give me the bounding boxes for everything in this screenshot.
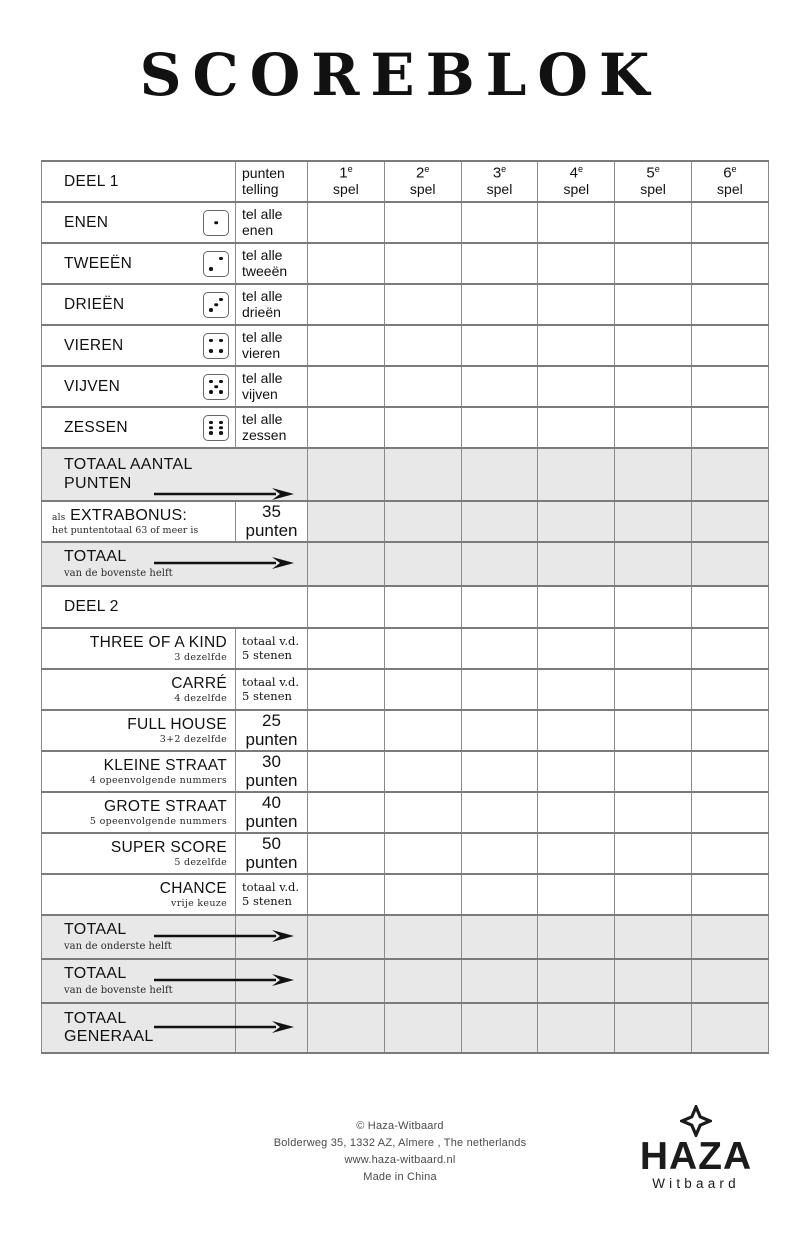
- table-row-extrabonus: [42, 501, 769, 542]
- total-upper2-cell-6[interactable]: [691, 959, 768, 1003]
- footer-address: Bolderweg 35, 1332 AZ, Almere , The netherlands: [273, 1137, 527, 1150]
- label-drieen: DRIEËN: [64, 295, 125, 313]
- score-cell-ks-1[interactable]: [308, 751, 385, 792]
- extrabonus-cell-1[interactable]: [308, 501, 385, 542]
- col-header-spel-2: [384, 161, 461, 202]
- deel2-label: DEEL 2: [64, 598, 119, 615]
- score-cell-drieen-3[interactable]: [461, 284, 538, 325]
- extrabonus-cell-4[interactable]: [538, 501, 615, 542]
- total-generaal-cell-6[interactable]: [691, 1003, 768, 1053]
- total-count-cell-2[interactable]: [384, 448, 461, 501]
- label-enen: ENEN: [64, 213, 109, 231]
- score-cell-carre-6[interactable]: [691, 669, 768, 710]
- score-cell-tok-1[interactable]: [308, 628, 385, 669]
- score-cell-vieren-6[interactable]: [691, 325, 768, 366]
- total-lower-label-cell: [42, 915, 236, 959]
- score-cell-vijven-1[interactable]: [308, 366, 385, 407]
- col-header-spel-6: [691, 161, 768, 202]
- total-lower-cell-1[interactable]: [308, 915, 385, 959]
- pts-zessen-l1: tel alle: [242, 411, 283, 428]
- pts-tweeen-l2: tweeën: [242, 262, 288, 279]
- extrabonus-prefix: als: [52, 512, 66, 523]
- score-cell-enen-6[interactable]: [691, 202, 768, 243]
- score-cell-ss-1[interactable]: [308, 833, 385, 874]
- row-label-drieen: [42, 284, 236, 325]
- col-5-number: 5: [646, 164, 655, 182]
- points-rule-grote-straat: [236, 792, 308, 833]
- extrabonus-pts-l1: 35: [262, 501, 281, 521]
- score-cell-zessen-2[interactable]: [384, 407, 461, 448]
- total-generaal-line2: GENERAAL: [64, 1028, 154, 1045]
- score-cell-tweeen-3[interactable]: [461, 243, 538, 284]
- col-4-label: spel: [563, 181, 590, 198]
- total-upper-cell-4[interactable]: [538, 542, 615, 586]
- points-rule-carre: [236, 669, 308, 710]
- col-1-label: spel: [333, 181, 359, 198]
- pts-chance-l1: totaal v.d.: [242, 879, 300, 894]
- col-2-number: 2: [416, 164, 425, 182]
- score-cell-drieen-6[interactable]: [691, 284, 768, 325]
- score-cell-vijven-3[interactable]: [461, 366, 538, 407]
- score-cell-drieen-1[interactable]: [308, 284, 385, 325]
- total-generaal-cell-4[interactable]: [538, 1003, 615, 1053]
- score-cell-carre-3[interactable]: [461, 669, 538, 710]
- score-cell-ss-5[interactable]: [615, 833, 692, 874]
- pts-vijven-l1: tel alle: [242, 370, 283, 387]
- col-1-number: 1: [339, 164, 348, 182]
- points-rule-chance: [236, 874, 308, 915]
- extrabonus-cell-5[interactable]: [615, 501, 692, 542]
- score-cell-tok-2[interactable]: [384, 628, 461, 669]
- deel2-head-cell-6: [691, 586, 768, 628]
- score-cell-zessen-5[interactable]: [615, 407, 692, 448]
- col-5-label: spel: [640, 181, 666, 198]
- points-rule-vijven: [236, 366, 308, 407]
- pts-tok-l2: 5 stenen: [242, 647, 292, 662]
- col-5-ordinal: e: [654, 164, 660, 175]
- extrabonus-cell-3[interactable]: [461, 501, 538, 542]
- total-upper2-label-cell: [42, 959, 236, 1003]
- deel2-header-cell: [42, 586, 308, 628]
- pts-ks-l2: punten: [245, 770, 298, 790]
- total-upper-line1: TOTAAL: [64, 548, 127, 566]
- row-label-zessen: [42, 407, 236, 448]
- table-row-vijven: [42, 366, 769, 407]
- table-row-total-upper: [42, 542, 769, 586]
- score-cell-ks-3[interactable]: [461, 751, 538, 792]
- score-cell-gs-5[interactable]: [615, 792, 692, 833]
- row-label-full-house: [42, 710, 236, 751]
- label-chance: CHANCE: [159, 879, 227, 897]
- label-vijven: VIJVEN: [64, 377, 121, 395]
- sub-kleine-straat: 4 opeenvolgende nummers: [89, 774, 227, 786]
- row-label-three-of-a-kind: [42, 628, 236, 669]
- die-1-icon: [203, 210, 229, 236]
- total-lower-cell-4[interactable]: [538, 915, 615, 959]
- score-cell-enen-1[interactable]: [308, 202, 385, 243]
- table-row-super-score: [42, 833, 769, 874]
- table-row-chance: [42, 874, 769, 915]
- total-lower-cell-2[interactable]: [384, 915, 461, 959]
- table-row-full-house: [42, 710, 769, 751]
- score-cell-zessen-1[interactable]: [308, 407, 385, 448]
- table-row-total-upper-repeat: [42, 959, 769, 1003]
- col-3-number: 3: [492, 164, 502, 182]
- col-header-spel-3: [461, 161, 538, 202]
- row-label-vieren: [42, 325, 236, 366]
- points-rule-kleine-straat: [236, 751, 308, 792]
- table-row-total-generaal: [42, 1003, 769, 1053]
- row-label-tweeen: [42, 243, 236, 284]
- deel2-head-cell-5: [615, 586, 692, 628]
- deel2-head-cell-3: [461, 586, 538, 628]
- score-cell-ss-6[interactable]: [691, 833, 768, 874]
- score-cell-vijven-4[interactable]: [538, 366, 615, 407]
- pts-gs-l2: punten: [245, 811, 298, 831]
- total-generaal-cell-2[interactable]: [384, 1003, 461, 1053]
- total-generaal-cell-1[interactable]: [308, 1003, 385, 1053]
- row-label-enen: [42, 202, 236, 243]
- label-vieren: VIEREN: [64, 336, 124, 354]
- pts-tok-l1: totaal v.d.: [242, 633, 300, 648]
- die-5-icon: [203, 374, 229, 400]
- arrow-icon-total-upper: [154, 557, 294, 567]
- col-6-ordinal: e: [731, 164, 737, 175]
- points-rule-drieen: [236, 284, 308, 325]
- total-count-cell-1[interactable]: [308, 448, 385, 501]
- col-2-ordinal: e: [424, 164, 430, 175]
- col-6-number: 6: [723, 164, 732, 182]
- score-cell-fh-3[interactable]: [461, 710, 538, 751]
- table-row-total-lower: [42, 915, 769, 959]
- score-table-body: [42, 161, 769, 1053]
- score-cell-ks-6[interactable]: [691, 751, 768, 792]
- total-count-cell-5[interactable]: [615, 448, 692, 501]
- total-upper-cell-6[interactable]: [691, 542, 768, 586]
- col-3-ordinal: e: [501, 164, 507, 175]
- table-row-drieen: [42, 284, 769, 325]
- total-lower-cell-5[interactable]: [615, 915, 692, 959]
- deel2-head-cell-2: [384, 586, 461, 628]
- total-lower-line2: van de onderste helft: [64, 940, 172, 952]
- sub-carre: 4 dezelfde: [174, 692, 227, 704]
- points-header-line2: telling: [242, 180, 279, 197]
- deel1-label: DEEL 1: [64, 172, 119, 190]
- total-count-label-cell: [42, 448, 308, 501]
- col-1-ordinal: e: [347, 164, 353, 175]
- points-rule-three-of-a-kind: [236, 628, 308, 669]
- score-cell-chance-1[interactable]: [308, 874, 385, 915]
- score-cell-tok-3[interactable]: [461, 628, 538, 669]
- total-count-cell-6[interactable]: [691, 448, 768, 501]
- total-upper-label-cell: [42, 542, 308, 586]
- total-lower-line1: TOTAAL: [64, 921, 127, 939]
- score-cell-carre-4[interactable]: [538, 669, 615, 710]
- col-6-label: spel: [717, 181, 743, 198]
- table-row-tweeen: [42, 243, 769, 284]
- score-cell-tweeen-1[interactable]: [308, 243, 385, 284]
- extrabonus-points-cell: [236, 501, 308, 542]
- score-cell-gs-2[interactable]: [384, 792, 461, 833]
- score-cell-tweeen-4[interactable]: [538, 243, 615, 284]
- pts-gs-l1: 40: [262, 792, 281, 812]
- table-row-grote-straat: [42, 792, 769, 833]
- die-3-icon: [203, 292, 229, 318]
- total-count-cell-3[interactable]: [461, 448, 538, 501]
- total-count-line1: TOTAAL AANTAL: [64, 456, 193, 474]
- score-cell-chance-4[interactable]: [538, 874, 615, 915]
- score-cell-gs-3[interactable]: [461, 792, 538, 833]
- score-cell-tok-5[interactable]: [615, 628, 692, 669]
- sub-three-of-a-kind: 3 dezelfde: [174, 651, 227, 663]
- score-cell-vijven-2[interactable]: [384, 366, 461, 407]
- score-cell-zessen-4[interactable]: [538, 407, 615, 448]
- table-row-zessen: [42, 407, 769, 448]
- score-cell-vijven-6[interactable]: [691, 366, 768, 407]
- col-3-label: spel: [486, 181, 513, 198]
- total-lower-cell-3[interactable]: [461, 915, 538, 959]
- col-2-label: spel: [409, 181, 436, 198]
- logo-subtitle: Witbaard: [652, 1176, 740, 1192]
- score-cell-carre-5[interactable]: [615, 669, 692, 710]
- extrabonus-cell-6[interactable]: [691, 501, 768, 542]
- row-label-vijven: [42, 366, 236, 407]
- score-cell-gs-6[interactable]: [691, 792, 768, 833]
- pts-drieen-l2: drieën: [242, 303, 281, 320]
- sub-super-score: 5 dezelfde: [174, 856, 227, 868]
- score-cell-vijven-5[interactable]: [615, 366, 692, 407]
- extrabonus-name: EXTRABONUS:: [70, 506, 188, 524]
- total-upper2-cell-4[interactable]: [538, 959, 615, 1003]
- points-rule-enen: [236, 202, 308, 243]
- col-4-number: 4: [569, 164, 578, 182]
- total-upper-cell-2[interactable]: [384, 542, 461, 586]
- footer-copyright: © Haza-Witbaard: [356, 1120, 444, 1132]
- points-rule-tweeen: [236, 243, 308, 284]
- row-label-kleine-straat: [42, 751, 236, 792]
- total-upper-cell-1[interactable]: [308, 542, 385, 586]
- pts-carre-l1: totaal v.d.: [242, 674, 300, 689]
- deel2-head-cell-4: [538, 586, 615, 628]
- row-label-carre: [42, 669, 236, 710]
- score-cell-ss-2[interactable]: [384, 833, 461, 874]
- total-upper2-cell-2[interactable]: [384, 959, 461, 1003]
- pts-zessen-l2: zessen: [242, 426, 287, 443]
- pts-vieren-l2: vieren: [242, 344, 281, 361]
- pts-vijven-l2: vijven: [242, 385, 278, 402]
- total-upper2-line2: van de bovenste helft: [64, 984, 173, 996]
- total-upper2-cell-1[interactable]: [308, 959, 385, 1003]
- score-cell-enen-2[interactable]: [384, 202, 461, 243]
- score-cell-fh-6[interactable]: [691, 710, 768, 751]
- score-cell-ks-4[interactable]: [538, 751, 615, 792]
- score-table: [41, 160, 769, 1054]
- arrow-icon-total-count: [154, 488, 294, 498]
- footer-website[interactable]: www.haza-witbaard.nl: [344, 1154, 456, 1167]
- total-count-cell-4[interactable]: [538, 448, 615, 501]
- label-carre: CARRÉ: [171, 674, 227, 692]
- score-cell-drieen-5[interactable]: [615, 284, 692, 325]
- score-cell-vieren-2[interactable]: [384, 325, 461, 366]
- label-zessen: ZESSEN: [64, 418, 128, 436]
- table-row-kleine-straat: [42, 751, 769, 792]
- table-row-deel2-header: [42, 586, 769, 628]
- label-tweeen: TWEEËN: [64, 254, 133, 272]
- score-cell-fh-4[interactable]: [538, 710, 615, 751]
- score-cell-tweeen-2[interactable]: [384, 243, 461, 284]
- total-generaal-line1: TOTAAL: [64, 1009, 127, 1027]
- total-generaal-label-cell: [42, 1003, 236, 1053]
- score-cell-fh-1[interactable]: [308, 710, 385, 751]
- score-cell-vieren-5[interactable]: [615, 325, 692, 366]
- score-cell-ss-3[interactable]: [461, 833, 538, 874]
- table-header-row: [42, 161, 769, 202]
- score-cell-fh-5[interactable]: [615, 710, 692, 751]
- brand-logo: [620, 1104, 772, 1191]
- score-cell-gs-4[interactable]: [538, 792, 615, 833]
- col-header-spel-4: [538, 161, 615, 202]
- score-cell-enen-3[interactable]: [461, 202, 538, 243]
- sub-chance: vrije keuze: [171, 897, 227, 909]
- table-row-vieren: [42, 325, 769, 366]
- label-super-score: SUPER SCORE: [110, 838, 227, 856]
- col-header-spel-5: [615, 161, 692, 202]
- total-generaal-cell-3[interactable]: [461, 1003, 538, 1053]
- points-header-line1: punten: [242, 165, 285, 182]
- logo-wordmark: HAZA: [639, 1135, 753, 1178]
- total-upper-cell-3[interactable]: [461, 542, 538, 586]
- score-cell-fh-2[interactable]: [384, 710, 461, 751]
- table-row-enen: [42, 202, 769, 243]
- points-rule-full-house: [236, 710, 308, 751]
- points-rule-super-score: [236, 833, 308, 874]
- total-count-line2: PUNTEN: [64, 474, 132, 492]
- points-header: [236, 166, 307, 196]
- four-point-star-icon: [620, 1104, 772, 1138]
- label-kleine-straat: KLEINE STRAAT: [103, 756, 227, 774]
- pts-fh-l2: punten: [245, 729, 298, 749]
- deel1-header-cell: [42, 161, 236, 202]
- sub-full-house: 3+2 dezelfde: [159, 733, 227, 745]
- points-header-cell: [236, 161, 308, 202]
- score-cell-gs-1[interactable]: [308, 792, 385, 833]
- score-cell-carre-2[interactable]: [384, 669, 461, 710]
- score-cell-tok-6[interactable]: [691, 628, 768, 669]
- total-upper-cell-5[interactable]: [615, 542, 692, 586]
- score-cell-drieen-2[interactable]: [384, 284, 461, 325]
- pts-chance-l2: 5 stenen: [242, 893, 292, 908]
- score-cell-chance-3[interactable]: [461, 874, 538, 915]
- pts-enen-l2: enen: [242, 221, 274, 238]
- arrow-icon-total-lower: [154, 930, 294, 940]
- score-cell-ks-2[interactable]: [384, 751, 461, 792]
- extrabonus-condition: het puntentotaal 63 of meer is: [52, 524, 199, 536]
- total-upper2-cell-5[interactable]: [615, 959, 692, 1003]
- score-cell-tweeen-5[interactable]: [615, 243, 692, 284]
- sub-grote-straat: 5 opeenvolgende nummers: [89, 815, 227, 827]
- score-cell-drieen-4[interactable]: [538, 284, 615, 325]
- total-upper-line2: van de bovenste helft: [64, 567, 173, 579]
- pts-ss-l1: 50: [262, 833, 281, 853]
- label-grote-straat: GROTE STRAAT: [103, 797, 227, 815]
- col-header-spel-1: [308, 161, 385, 202]
- footer-origin: Made in China: [363, 1171, 437, 1184]
- points-rule-vieren: [236, 325, 308, 366]
- score-cell-tweeen-6[interactable]: [691, 243, 768, 284]
- table-row-total-count: [42, 448, 769, 501]
- score-cell-chance-5[interactable]: [615, 874, 692, 915]
- total-upper2-cell-3[interactable]: [461, 959, 538, 1003]
- table-row-carre: [42, 669, 769, 710]
- die-2-icon: [203, 251, 229, 277]
- score-cell-chance-2[interactable]: [384, 874, 461, 915]
- score-cell-enen-5[interactable]: [615, 202, 692, 243]
- die-6-icon: [203, 415, 229, 441]
- deel2-head-cell-1: [308, 586, 385, 628]
- score-cell-enen-4[interactable]: [538, 202, 615, 243]
- pts-vieren-l1: tel alle: [242, 329, 283, 346]
- score-cell-vieren-1[interactable]: [308, 325, 385, 366]
- score-cell-vieren-3[interactable]: [461, 325, 538, 366]
- row-label-super-score: [42, 833, 236, 874]
- extrabonus-label-cell: [42, 501, 236, 542]
- table-row-three-of-a-kind: [42, 628, 769, 669]
- extrabonus-cell-2[interactable]: [384, 501, 461, 542]
- pts-drieen-l1: tel alle: [242, 288, 283, 305]
- score-cell-ss-4[interactable]: [538, 833, 615, 874]
- arrow-icon-total-upper2: [154, 974, 294, 984]
- points-rule-zessen: [236, 407, 308, 448]
- arrow-icon-total-generaal: [154, 1021, 294, 1031]
- row-label-grote-straat: [42, 792, 236, 833]
- col-4-ordinal: e: [577, 164, 583, 175]
- total-lower-cell-6[interactable]: [691, 915, 768, 959]
- extrabonus-pts-l2: punten: [245, 520, 298, 540]
- page-title: SCOREBLOK: [139, 41, 661, 109]
- pts-carre-l2: 5 stenen: [242, 688, 292, 703]
- score-cell-zessen-3[interactable]: [461, 407, 538, 448]
- score-cell-zessen-6[interactable]: [691, 407, 768, 448]
- row-label-chance: [42, 874, 236, 915]
- score-cell-ks-5[interactable]: [615, 751, 692, 792]
- total-generaal-cell-5[interactable]: [615, 1003, 692, 1053]
- score-cell-vieren-4[interactable]: [538, 325, 615, 366]
- pts-enen-l1: tel alle: [242, 206, 283, 223]
- pts-ss-l2: punten: [245, 852, 298, 872]
- score-cell-carre-1[interactable]: [308, 669, 385, 710]
- die-4-icon: [203, 333, 229, 359]
- label-full-house: FULL HOUSE: [127, 715, 227, 733]
- total-upper2-line1: TOTAAL: [64, 965, 127, 983]
- pts-tweeen-l1: tel alle: [242, 247, 283, 264]
- score-cell-chance-6[interactable]: [691, 874, 768, 915]
- label-three-of-a-kind: THREE OF A KIND: [89, 633, 227, 651]
- pts-fh-l1: 25: [262, 710, 281, 730]
- pts-ks-l1: 30: [262, 751, 281, 771]
- score-cell-tok-4[interactable]: [538, 628, 615, 669]
